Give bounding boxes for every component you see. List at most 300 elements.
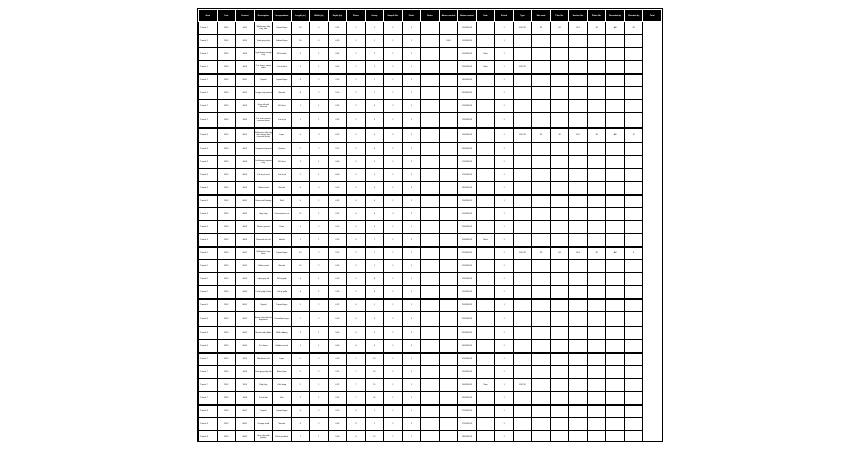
column-header: Year bbox=[217, 10, 236, 22]
table-cell: 4 bbox=[365, 143, 384, 156]
table-cell: 1 bbox=[384, 247, 403, 260]
table-cell: 2 bbox=[310, 74, 329, 87]
table-cell: 0.10 bbox=[328, 182, 347, 195]
table-cell: 2 bbox=[402, 208, 421, 221]
table-cell: 2002 bbox=[236, 87, 255, 100]
table-cell bbox=[532, 431, 551, 443]
table-cell bbox=[624, 431, 643, 443]
table-row bbox=[199, 221, 662, 234]
table-cell bbox=[439, 221, 458, 234]
table-cell bbox=[532, 100, 551, 113]
table-cell bbox=[569, 143, 588, 156]
table-cell bbox=[569, 113, 588, 128]
table-cell: 1 bbox=[402, 418, 421, 431]
table-cell: 3 bbox=[402, 312, 421, 327]
table-cell bbox=[439, 182, 458, 195]
table-cell bbox=[421, 247, 440, 260]
table-cell: 0.30 bbox=[328, 431, 347, 443]
table-cell: 13/03/2019 bbox=[458, 48, 477, 61]
column-header: Section No. bbox=[569, 10, 588, 22]
column-header: Below context bbox=[458, 10, 477, 22]
table-cell: 7 bbox=[347, 392, 366, 405]
table-cell bbox=[550, 100, 569, 113]
table-cell bbox=[439, 431, 458, 443]
table-cell: Cut of kiln bbox=[254, 392, 273, 405]
table-cell bbox=[532, 392, 551, 405]
table-cell: 1 bbox=[495, 48, 514, 61]
table-row bbox=[199, 247, 662, 260]
table-cell: 2 bbox=[310, 221, 329, 234]
table-cell bbox=[532, 286, 551, 299]
table-row bbox=[199, 392, 662, 405]
table-cell: Cut, sub-circular, concave base bbox=[254, 113, 273, 128]
table-cell bbox=[606, 195, 625, 208]
table-cell: 2019 bbox=[217, 431, 236, 443]
table-cell bbox=[624, 379, 643, 392]
table-cell bbox=[532, 143, 551, 156]
table-cell: 1 bbox=[495, 286, 514, 299]
table-cell bbox=[421, 392, 440, 405]
table-cell bbox=[513, 392, 532, 405]
table-cell: Trench 2 bbox=[199, 100, 218, 113]
table-cell: Trench 3 bbox=[199, 169, 218, 182]
table-cell bbox=[532, 48, 551, 61]
table-cell bbox=[569, 340, 588, 353]
table-cell bbox=[532, 156, 551, 169]
table-cell: 8001 bbox=[236, 405, 255, 418]
table-cell bbox=[421, 405, 440, 418]
table-cell: Orange sand bbox=[254, 418, 273, 431]
table-cell: 9 bbox=[365, 312, 384, 327]
table-cell bbox=[421, 35, 440, 48]
table-cell: Rom bbox=[476, 61, 495, 74]
table-cell: Wall bbox=[273, 195, 292, 208]
table-cell bbox=[513, 260, 532, 273]
table-cell: 6003 bbox=[236, 327, 255, 340]
column-header: Sample No. bbox=[384, 10, 403, 22]
table-cell: 0.30 bbox=[328, 35, 347, 48]
table-cell: 2 bbox=[291, 169, 310, 182]
table-cell: 1 bbox=[402, 221, 421, 234]
column-header: Photo No. bbox=[587, 10, 606, 22]
table-cell bbox=[513, 431, 532, 443]
table-cell: 2 bbox=[384, 113, 403, 128]
table-cell: 0.40 bbox=[328, 156, 347, 169]
table-cell bbox=[421, 221, 440, 234]
table-cell bbox=[513, 100, 532, 113]
table-cell bbox=[532, 208, 551, 221]
table-cell: 25/03/2019 bbox=[458, 353, 477, 366]
table-cell: Trench 6 bbox=[199, 299, 218, 312]
table-cell: 1 bbox=[384, 35, 403, 48]
table-cell bbox=[569, 418, 588, 431]
table-cell: EXC19 bbox=[513, 379, 532, 392]
table-row bbox=[199, 312, 662, 327]
table-cell bbox=[550, 156, 569, 169]
table-cell: 11 bbox=[365, 379, 384, 392]
table-cell bbox=[439, 340, 458, 353]
table-body bbox=[199, 22, 662, 443]
table-cell: 1003 bbox=[236, 48, 255, 61]
table-cell: 6 bbox=[347, 312, 366, 327]
table-cell: Trench 5 bbox=[199, 260, 218, 273]
table-cell: 5 bbox=[347, 286, 366, 299]
table-cell: 23/03/2019 bbox=[458, 299, 477, 312]
table-row bbox=[199, 156, 662, 169]
table-cell bbox=[606, 87, 625, 100]
table-cell bbox=[421, 312, 440, 327]
table-cell: 10 bbox=[291, 260, 310, 273]
table-cell: 6 bbox=[365, 221, 384, 234]
table-cell: 1 bbox=[495, 195, 514, 208]
table-cell bbox=[606, 156, 625, 169]
table-cell: 3 bbox=[310, 182, 329, 195]
table-cell bbox=[532, 61, 551, 74]
table-cell: 4 bbox=[291, 286, 310, 299]
table-cell bbox=[421, 340, 440, 353]
table-cell bbox=[513, 221, 532, 234]
table-cell bbox=[569, 431, 588, 443]
table-cell: Orange clay natural bbox=[254, 87, 273, 100]
table-cell: 1 bbox=[495, 182, 514, 195]
table-cell bbox=[513, 169, 532, 182]
table-cell bbox=[587, 35, 606, 48]
table-cell bbox=[624, 61, 643, 74]
table-cell: 1 bbox=[402, 87, 421, 100]
table-cell: Grey clay bbox=[254, 208, 273, 221]
table-cell bbox=[569, 312, 588, 327]
table-cell bbox=[439, 327, 458, 340]
table-cell: 1 bbox=[310, 156, 329, 169]
table-cell bbox=[569, 353, 588, 366]
table-cell: 12 bbox=[291, 22, 310, 35]
table-cell: 3002 bbox=[236, 143, 255, 156]
table-cell: 1 bbox=[495, 273, 514, 286]
table-cell: JS bbox=[587, 247, 606, 260]
table-cell: 1 bbox=[495, 113, 514, 128]
table-cell: Trench 3 bbox=[199, 156, 218, 169]
table-cell bbox=[606, 431, 625, 443]
table-cell bbox=[421, 128, 440, 143]
table-cell: 45 bbox=[624, 22, 643, 35]
table-cell bbox=[476, 392, 495, 405]
table-cell bbox=[587, 366, 606, 379]
table-cell: 4 bbox=[347, 195, 366, 208]
table-cell bbox=[550, 221, 569, 234]
table-cell: 1 bbox=[384, 74, 403, 87]
table-cell bbox=[624, 74, 643, 87]
table-cell: 1 bbox=[402, 273, 421, 286]
table-cell: 1 bbox=[495, 74, 514, 87]
table-cell: 1 bbox=[310, 392, 329, 405]
table-cell: 1 bbox=[310, 286, 329, 299]
table-cell bbox=[439, 312, 458, 327]
table-cell: Kiln bbox=[273, 392, 292, 405]
column-header: Description bbox=[254, 10, 273, 22]
table-cell: 1 bbox=[365, 260, 384, 273]
table-cell bbox=[569, 208, 588, 221]
table-cell bbox=[476, 87, 495, 100]
table-cell: 1 bbox=[365, 87, 384, 100]
table-cell bbox=[550, 405, 569, 418]
table-cell: 5 bbox=[291, 353, 310, 366]
table-cell: 12 bbox=[365, 431, 384, 443]
table-cell: 6002 bbox=[236, 312, 255, 327]
table-cell: 2 bbox=[384, 61, 403, 74]
table-cell bbox=[550, 286, 569, 299]
register-table bbox=[198, 9, 662, 442]
table-cell: 1 bbox=[365, 74, 384, 87]
table-cell bbox=[550, 340, 569, 353]
table-cell bbox=[624, 418, 643, 431]
table-cell: 4 bbox=[291, 221, 310, 234]
table-cell: 0.35 bbox=[328, 113, 347, 128]
table-row bbox=[199, 418, 662, 431]
table-cell: 1 bbox=[495, 366, 514, 379]
table-cell: Ph1 bbox=[569, 22, 588, 35]
table-cell bbox=[624, 208, 643, 221]
table-cell: Yellow sand bbox=[254, 182, 273, 195]
table-cell bbox=[587, 418, 606, 431]
table-cell: 5002 bbox=[236, 260, 255, 273]
table-cell bbox=[421, 195, 440, 208]
table-cell: Topsoil layer bbox=[273, 405, 292, 418]
table-cell: 1 bbox=[365, 405, 384, 418]
column-header: Recorded by bbox=[606, 10, 625, 22]
table-cell bbox=[476, 156, 495, 169]
table-cell bbox=[532, 418, 551, 431]
table-cell: 26/03/2019 bbox=[458, 392, 477, 405]
table-cell: 5 bbox=[291, 143, 310, 156]
table-cell bbox=[624, 169, 643, 182]
table-cell bbox=[421, 87, 440, 100]
table-cell bbox=[569, 100, 588, 113]
table-cell bbox=[569, 61, 588, 74]
table-cell bbox=[550, 418, 569, 431]
table-cell bbox=[421, 22, 440, 35]
table-cell: 2019 bbox=[217, 35, 236, 48]
table-cell bbox=[550, 327, 569, 340]
table-cell: 3 bbox=[310, 128, 329, 143]
table-cell: 2 bbox=[384, 312, 403, 327]
table-cell bbox=[587, 312, 606, 327]
table-cell bbox=[439, 74, 458, 87]
table-cell: 6 bbox=[365, 208, 384, 221]
table-cell: EXC19 bbox=[513, 128, 532, 143]
table-cell bbox=[476, 273, 495, 286]
table-cell bbox=[624, 327, 643, 340]
table-cell: Ph2 bbox=[569, 128, 588, 143]
table-cell: Trench 3 bbox=[199, 128, 218, 143]
table-cell: 2019 bbox=[217, 74, 236, 87]
table-cell: 6 bbox=[347, 299, 366, 312]
table-cell: 0.50 bbox=[328, 392, 347, 405]
table-cell: 1 bbox=[384, 195, 403, 208]
table-row bbox=[199, 113, 662, 128]
table-cell: Trench 1 bbox=[199, 48, 218, 61]
table-cell: Dark grey ashy silt bbox=[254, 366, 273, 379]
table-cell: 5 bbox=[347, 260, 366, 273]
table-cell bbox=[421, 273, 440, 286]
table-cell bbox=[532, 221, 551, 234]
table-cell: 3003 bbox=[236, 156, 255, 169]
table-cell bbox=[569, 405, 588, 418]
table-cell: 3004 bbox=[236, 169, 255, 182]
table-cell: 0.45 bbox=[328, 48, 347, 61]
table-row bbox=[199, 22, 662, 35]
table-cell: Topsoil layer bbox=[273, 22, 292, 35]
table-cell: Trench 5 bbox=[199, 247, 218, 260]
table-cell bbox=[606, 221, 625, 234]
table-cell: P3 bbox=[532, 247, 551, 260]
table-cell: 7002 bbox=[236, 366, 255, 379]
table-cell: 15/03/2019 bbox=[458, 100, 477, 113]
table-cell bbox=[624, 286, 643, 299]
table-cell bbox=[476, 405, 495, 418]
table-cell bbox=[476, 221, 495, 234]
table-cell bbox=[606, 182, 625, 195]
table-cell bbox=[513, 418, 532, 431]
table-cell: Trench 4 bbox=[199, 208, 218, 221]
table-cell bbox=[513, 353, 532, 366]
table-cell bbox=[550, 143, 569, 156]
table-cell: Burnt layer bbox=[273, 366, 292, 379]
table-cell: 8 bbox=[624, 247, 643, 260]
table-cell bbox=[476, 366, 495, 379]
table-cell: Cut of ditch bbox=[273, 61, 292, 74]
table-row bbox=[199, 128, 662, 143]
table-cell: 1 bbox=[384, 379, 403, 392]
table-cell: Natural bbox=[273, 418, 292, 431]
table-cell: Trench 7 bbox=[199, 353, 218, 366]
table-cell: 1 bbox=[402, 260, 421, 273]
table-row bbox=[199, 340, 662, 353]
table-cell: Trench 7 bbox=[199, 366, 218, 379]
table-row bbox=[199, 195, 662, 208]
column-header: Above context bbox=[439, 10, 458, 22]
table-cell: 2019 bbox=[217, 87, 236, 100]
table-cell bbox=[550, 379, 569, 392]
table-cell: 8003 bbox=[236, 431, 255, 443]
table-cell: Grey silt with charcoal bbox=[254, 100, 273, 113]
table-cell bbox=[587, 405, 606, 418]
table-cell: 15/03/2019 bbox=[458, 113, 477, 128]
table-cell: S2 bbox=[550, 128, 569, 143]
column-header: Group bbox=[365, 10, 384, 22]
table-cell: 1 bbox=[495, 340, 514, 353]
table-cell: 1 bbox=[384, 418, 403, 431]
table-cell: 1 bbox=[384, 22, 403, 35]
table-cell: Trench 4 bbox=[199, 221, 218, 234]
table-row bbox=[199, 74, 662, 87]
table-cell bbox=[587, 169, 606, 182]
table-cell: 2 bbox=[402, 143, 421, 156]
table-cell bbox=[439, 353, 458, 366]
table-cell bbox=[476, 431, 495, 443]
table-cell: 19/03/2019 bbox=[458, 195, 477, 208]
column-header: Site code bbox=[532, 10, 551, 22]
table-cell: 1 bbox=[310, 234, 329, 247]
table-cell bbox=[569, 156, 588, 169]
table-cell: 1 bbox=[495, 128, 514, 143]
table-cell: 1 bbox=[310, 169, 329, 182]
table-cell: Demolition layer bbox=[273, 312, 292, 327]
table-cell: 2019 bbox=[217, 143, 236, 156]
table-cell bbox=[532, 234, 551, 247]
table-cell: 17/03/2019 bbox=[458, 169, 477, 182]
table-cell bbox=[587, 221, 606, 234]
table-cell: Trench 6 bbox=[199, 327, 218, 340]
table-cell: 1 bbox=[495, 379, 514, 392]
table-cell: Kiln lining bbox=[273, 379, 292, 392]
table-cell bbox=[439, 87, 458, 100]
table-cell: 1 bbox=[310, 379, 329, 392]
table-cell: 18/03/2019 bbox=[458, 182, 477, 195]
table-cell: 1 bbox=[384, 87, 403, 100]
table-cell: 1 bbox=[310, 208, 329, 221]
column-header: Checked by bbox=[624, 10, 643, 22]
table-cell: 0.15 bbox=[328, 366, 347, 379]
table-cell bbox=[532, 340, 551, 353]
table-cell bbox=[587, 234, 606, 247]
table-cell bbox=[513, 327, 532, 340]
table-cell: 1 bbox=[384, 431, 403, 443]
table-cell: 2019 bbox=[217, 156, 236, 169]
column-header: Period bbox=[495, 10, 514, 22]
table-cell: Layer bbox=[273, 128, 292, 143]
table-cell bbox=[569, 379, 588, 392]
table-cell: Trench 8 bbox=[199, 431, 218, 443]
table-cell: 16/03/2019 bbox=[458, 128, 477, 143]
table-cell: 8 bbox=[291, 74, 310, 87]
table-cell bbox=[421, 260, 440, 273]
table-cell bbox=[569, 299, 588, 312]
table-cell: Construction cut bbox=[273, 208, 292, 221]
table-cell bbox=[606, 340, 625, 353]
table-cell bbox=[439, 247, 458, 260]
table-cell: 2 bbox=[310, 143, 329, 156]
table-cell bbox=[532, 405, 551, 418]
table-cell: Trench 1 bbox=[199, 35, 218, 48]
table-cell: 1 bbox=[384, 221, 403, 234]
table-cell: 1 bbox=[402, 74, 421, 87]
table-cell bbox=[587, 327, 606, 340]
table-cell: Fill of posthole bbox=[273, 431, 292, 443]
table-cell: 0.35 bbox=[328, 195, 347, 208]
table-cell: 6001 bbox=[236, 299, 255, 312]
table-cell bbox=[476, 208, 495, 221]
table-cell: 1 bbox=[384, 299, 403, 312]
table-row bbox=[199, 87, 662, 100]
table-row bbox=[199, 273, 662, 286]
table-cell bbox=[606, 418, 625, 431]
table-cell bbox=[606, 286, 625, 299]
table-cell: 3001 bbox=[236, 128, 255, 143]
table-cell: 1 bbox=[402, 392, 421, 405]
table-cell: 1 bbox=[495, 431, 514, 443]
table-cell bbox=[513, 312, 532, 327]
table-cell: 2019 bbox=[217, 353, 236, 366]
table-cell: 1 bbox=[347, 22, 366, 35]
table-cell bbox=[606, 405, 625, 418]
table-cell: 1 bbox=[402, 100, 421, 113]
table-cell bbox=[569, 234, 588, 247]
table-cell bbox=[476, 128, 495, 143]
table-cell: 0.25 bbox=[328, 379, 347, 392]
table-cell: 2019 bbox=[217, 182, 236, 195]
table-cell bbox=[532, 353, 551, 366]
table-cell: 2 bbox=[310, 312, 329, 327]
